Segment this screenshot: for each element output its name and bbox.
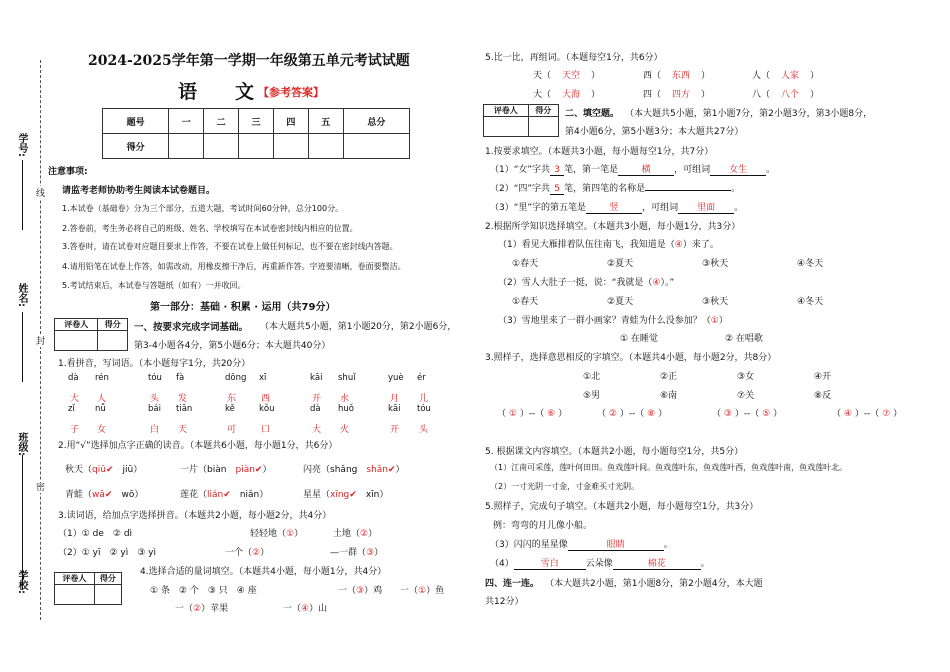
q3-answer: ②	[252, 548, 261, 558]
s3-pair: （ ③ ）--（ ⑤ ）	[712, 409, 783, 419]
q2-word: 秋天	[65, 465, 84, 475]
q4-options: ① 条 ② 个 ③ 只 ④ 座	[150, 586, 257, 596]
check-icon: ✔	[223, 490, 231, 500]
reviewer-cell[interactable]	[55, 585, 95, 605]
s3-answer-a: ③	[723, 409, 732, 419]
check-icon: ✔	[104, 490, 113, 500]
s4-title: 5. 根据课文内容填空。（本题共2小题，每小题每空1分，共5分）	[485, 447, 744, 457]
exam-title: 2024-2025学年第一学期一年级第五单元考试试题	[88, 53, 410, 69]
score-cell[interactable]	[94, 585, 121, 605]
answer-char: 女	[97, 425, 107, 435]
score-cell[interactable]	[169, 134, 204, 159]
notice-lead: 请监考老师协助考生阅读本试卷题目。	[62, 186, 216, 196]
answer-char: 东	[227, 394, 237, 404]
s3-option: ②正	[660, 372, 678, 382]
pinyin-syllable: yuè	[388, 373, 404, 383]
s2-q3: （3）雪地里来了一群小画家？青蛙为什么没参加？（①）	[498, 316, 728, 326]
q2-option-1[interactable]: xīng	[330, 490, 350, 500]
q5-answer: 大海	[562, 90, 581, 100]
s5-line: （4） 雪白 云朵像 棉花 。	[490, 556, 710, 570]
q2-title: 2.用“√”选择加点字正确的读音。（本题共6小题，每小题1分，共6分）	[58, 441, 338, 451]
notice-title: 注意事项:	[48, 167, 88, 177]
check-icon: ✔	[388, 465, 396, 475]
score-cell[interactable]	[239, 134, 274, 159]
name-blank[interactable]	[22, 312, 23, 382]
s2-q1: （1）看见大雁排着队伍往南飞，我知道是（④）来了。	[498, 240, 719, 250]
notice-item: 4.请用铅笔在试卷上作答，如需改动，用橡皮擦干净后，再重新作答。字迹要清晰，卷面要整洁。	[62, 262, 406, 271]
q5-item: 西（ 东西 ）	[643, 68, 710, 81]
q5-title: 5.比一比，再组词。（本题每空1分，共6分）	[485, 53, 663, 63]
q5-char: 八	[752, 90, 762, 100]
q2-word: 闪亮	[303, 465, 322, 475]
q2-word: 青蛙	[65, 490, 84, 500]
s3-answer-b: ⑥	[547, 409, 556, 419]
s1-line: （2）“四”字共 5 笔，第四笔的名称是 。	[490, 184, 741, 194]
answer-char: 大	[70, 394, 80, 404]
q2-option-2[interactable]: xīn	[365, 490, 380, 500]
s3-option: ⑥南	[660, 391, 678, 401]
answer-char: 人	[97, 394, 107, 404]
q5-char: 天	[533, 71, 543, 81]
s3-title: 3.照样子，选择意思相反的字填空。（本题共4小题，每小题2分，共8分）	[485, 353, 777, 363]
reviewer-box	[483, 104, 559, 137]
season-option: ①春天	[512, 297, 539, 307]
score-head-cell: 一	[169, 109, 204, 134]
answer-char: 开	[390, 425, 400, 435]
q2-option-2[interactable]: niǎn	[239, 490, 260, 500]
q2-item: 青蛙（wā✔ wō）	[65, 490, 144, 500]
q4-item: 一（③）鸡	[338, 586, 383, 596]
s2-title: 2.根据所学知识选择填空。（本题共3小题，每小题1分，共3分）	[485, 222, 741, 232]
score-label: 得分	[94, 573, 121, 585]
q4-item: 一（①）鱼	[400, 586, 445, 596]
student-no-blank[interactable]	[22, 160, 23, 230]
s2-q3-option: ② 在唱歌	[725, 334, 763, 344]
s3-pair: （ ② ）--（ ⑧ ）	[597, 409, 668, 419]
answer-char: 开	[312, 394, 322, 404]
pinyin-syllable: zǐ	[68, 404, 75, 414]
s3-option: ④开	[814, 372, 832, 382]
q2-word: 一片	[180, 465, 199, 475]
q3-answer: ②	[360, 529, 369, 539]
s3-answer-b: ⑤	[762, 409, 771, 419]
q5-char: 大	[533, 90, 543, 100]
q5-answer: 天空	[562, 71, 581, 81]
score-cell[interactable]	[343, 134, 409, 159]
reviewer-label: 评卷人	[55, 573, 95, 585]
class-label: 班级:	[16, 432, 27, 456]
q2-option-2[interactable]: shǎn	[366, 465, 388, 475]
q3-answer: ③	[366, 548, 375, 558]
pinyin-syllable: kāi	[310, 373, 323, 383]
subject-title: 语 文	[178, 81, 255, 103]
score-head-cell: 四	[273, 109, 308, 134]
answer-char: 火	[340, 425, 350, 435]
answer-char: 可	[227, 425, 237, 435]
score-row-label: 得分	[103, 134, 169, 159]
q5-item: 八（ 八个 ）	[752, 87, 819, 100]
score-cell[interactable]	[528, 117, 558, 137]
q2-option-2[interactable]: jiū	[122, 465, 134, 475]
notice-item: 3.答卷时，请在试卷对应题目要求上作答，不要在试卷上做任何标记，也不要在密封线内答题。	[62, 242, 398, 251]
pinyin-syllable: kě	[225, 404, 235, 414]
sec2-title: 二、填空题。	[565, 109, 620, 119]
answer-char: 头	[150, 394, 160, 404]
q3-title: 3.读词语，给加点字选择拼音。（本题共2小题，每小题2分，共4分）	[58, 511, 332, 521]
student-no-label: 学号:	[16, 133, 27, 157]
q2-option-1[interactable]: biàn	[207, 465, 227, 475]
pinyin-syllable: fà	[176, 373, 185, 383]
pinyin-syllable: tóu	[417, 404, 431, 414]
school-blank[interactable]	[22, 520, 23, 590]
score-label: 得分	[98, 319, 128, 331]
sec2-desc: （本大题共5小题，第1小题7分，第2小题3分，第3小题8分，	[625, 109, 873, 119]
answer-char: 大	[312, 425, 322, 435]
pinyin-syllable: rén	[95, 373, 109, 383]
school-label: 学校:	[16, 570, 27, 594]
q2-item: 秋天（qiū✔ jiū）	[65, 465, 143, 475]
pinyin-syllable: dōng	[225, 373, 247, 383]
q2-option-2[interactable]: piàn	[235, 465, 255, 475]
answer-char: 天	[178, 425, 188, 435]
score-head-cell: 二	[204, 109, 239, 134]
s5-example: 例：弯弯的月儿像小船。	[493, 521, 593, 531]
pinyin-syllable: bái	[148, 404, 161, 414]
reviewer-label: 评卷人	[55, 319, 98, 331]
answer-char: 头	[419, 425, 429, 435]
reviewer-cell[interactable]	[55, 331, 98, 351]
pinyin-syllable: dà	[68, 373, 79, 383]
q4-item: 一（②）苹果	[175, 604, 229, 614]
q3-answer: ①	[286, 529, 295, 539]
pinyin-syllable: ér	[417, 373, 426, 383]
s3-answer-b: ⑧	[647, 409, 656, 419]
s3-answer-a: ④	[843, 409, 852, 419]
s5-title: 5.照样子，完成句子填空。（本题共2小题，每小题每空1分，共3分）	[485, 502, 759, 512]
check-icon: ✔	[254, 465, 263, 475]
reviewer-cell[interactable]	[484, 117, 529, 137]
q3-options: （1）① de ② dì	[58, 529, 133, 539]
seal-mark-secret: 密	[36, 480, 45, 493]
s3-option: ③女	[737, 372, 755, 382]
q4-title: 4.选择合适的量词填空。（本题共4小题，每小题1分，共4分）	[140, 567, 387, 577]
seal-mark-seal: 封	[36, 334, 45, 347]
q5-item: 人（ 人家 ）	[752, 68, 819, 81]
s4-line: （1）江南可采莲，莲叶何田田。鱼戏莲叶间。鱼戏莲叶东，鱼戏莲叶西，鱼戏莲叶南，鱼戏莲叶北。	[490, 463, 848, 472]
answer-char: 西	[261, 394, 271, 404]
q5-answer: 八个	[781, 90, 800, 100]
q2-item: 一片（biàn piàn✔）	[180, 465, 272, 475]
answer-char: 发	[178, 394, 188, 404]
score-cell[interactable]	[308, 134, 343, 159]
season-option: ①春天	[512, 259, 539, 269]
q2-word: 莲花	[180, 490, 199, 500]
s4-line: （2）一寸光阴一寸金，寸金难买寸光阴。	[490, 482, 640, 491]
s3-option: ⑦关	[737, 391, 755, 401]
reviewer-label: 评卷人	[484, 105, 529, 117]
s1-title: 1.按要求填空。（本题共3小题，每小题每空1分，共7分）	[485, 147, 714, 157]
sec1-desc: 第3-4小题各4分，第5小题6分；本大题共40分）	[134, 341, 331, 351]
q4-item: 一（④）山	[283, 604, 328, 614]
q2-item: 闪亮（shǎng shǎn✔）	[303, 465, 405, 475]
score-cell[interactable]	[98, 331, 128, 351]
q5-item: 天（ 天空 ）	[533, 68, 600, 81]
s1-line: （3）“里”字的第五笔是 竖 ，可组词 里面 。	[490, 200, 743, 214]
sec1-title: 一、按要求完成字词基础。	[134, 322, 249, 333]
q5-char: 四	[643, 90, 653, 100]
pinyin-syllable: tóu	[148, 373, 162, 383]
s1-line: （1）“女”字共 3 笔，第一笔是 横 ，可组词 女生 。	[490, 162, 775, 176]
season-option: ②夏天	[607, 297, 634, 307]
s3-answer-b: ⑦	[882, 409, 891, 419]
s3-pair: （ ① ）--（ ⑥ ）	[497, 409, 568, 419]
notice-item: 1.本试卷（基础卷）分为三个部分，五道大题，考试时间60分钟，总分100分。	[62, 204, 344, 213]
answer-tag: 【参考答案】	[258, 86, 324, 99]
s3-option: ⑧反	[814, 391, 832, 401]
q3-item: —一群（③）	[330, 548, 384, 558]
answer-char: 儿	[419, 394, 429, 404]
q2-option-1[interactable]: shǎng	[330, 465, 358, 475]
season-option: ③秋天	[702, 297, 729, 307]
name-label: 姓名:	[16, 283, 27, 307]
score-head-cell: 五	[308, 109, 343, 134]
sec4-desc: （本大题共2小题，第1小题8分，第2小题4分，本大题	[545, 579, 763, 589]
season-option: ②夏天	[607, 259, 634, 269]
q2-item: 星星（xīng✔ xīn）	[303, 490, 389, 500]
q3-item: 轻轻地（①）	[250, 529, 304, 539]
q3-options: （2）① yī ② yì ③ yì	[58, 548, 156, 558]
q3-item: 土地（②）	[333, 529, 378, 539]
s3-answer-a: ②	[608, 409, 617, 419]
score-head-cell: 三	[239, 109, 274, 134]
sec4-title: 四、连一连。	[485, 579, 540, 589]
season-option: ④冬天	[797, 297, 824, 307]
pinyin-syllable: dà	[310, 404, 321, 414]
pinyin-syllable: huǒ	[338, 404, 354, 414]
score-table	[102, 108, 410, 159]
score-cell[interactable]	[273, 134, 308, 159]
q2-option-1[interactable]: qiū	[92, 465, 106, 475]
q5-answer: 东西	[672, 71, 691, 81]
pinyin-syllable: nǚ	[95, 404, 106, 414]
answer-char: 白	[150, 425, 160, 435]
q5-item: 大（ 大海 ）	[533, 87, 600, 100]
q2-option-1[interactable]: lián	[207, 490, 224, 500]
answer-char: 口	[261, 425, 271, 435]
pinyin-syllable: tiān	[176, 404, 193, 414]
reviewer-box	[54, 572, 122, 605]
s3-pair: （ ④ ）--（ ⑦ ）	[832, 409, 903, 419]
class-blank[interactable]	[22, 455, 23, 525]
season-option: ③秋天	[702, 259, 729, 269]
s5-line: （3）闪闪的星星像 眼睛 。	[490, 537, 673, 551]
q3-item: 一个（②）	[225, 548, 270, 558]
answer-char: 子	[70, 425, 80, 435]
q5-answer: 四方	[672, 90, 691, 100]
pinyin-syllable: xī	[259, 373, 267, 383]
q1-title: 1.看拼音，写词语。（本小题每字1分，共20分）	[58, 359, 251, 369]
sec2-desc: 第4小题6分，第5小题3分；本大题共27分）	[565, 127, 744, 137]
answer-char: 月	[390, 394, 400, 404]
pinyin-syllable: kǒu	[259, 404, 275, 414]
pinyin-syllable: kāi	[388, 404, 401, 414]
sec4-desc: 共12分）	[485, 597, 524, 607]
q2-word: 星星	[303, 490, 322, 500]
q5-item: 四（ 四方 ）	[643, 87, 710, 100]
q5-answer: 人家	[781, 71, 800, 81]
s3-option: ⑤男	[583, 391, 601, 401]
part1-title: 第一部分：基础 · 积累 · 运用（共79分）	[150, 302, 336, 313]
answer-char: 水	[340, 394, 350, 404]
seal-mark-line: 线	[36, 186, 45, 199]
check-icon: ✔	[349, 490, 357, 500]
score-head-cell: 题号	[103, 109, 169, 134]
q2-option-1[interactable]: wā	[92, 490, 105, 500]
reviewer-box	[54, 318, 128, 351]
score-head-cell: 总分	[343, 109, 409, 134]
s2-q2: （2）雪人大肚子一挺，说：“我就是（④）。”	[498, 278, 675, 288]
check-icon: ✔	[105, 465, 114, 475]
notice-item: 2.答卷前，考生务必将自己的班级、姓名、学校填写在本试卷密封线内相应的位置。	[62, 224, 358, 233]
s3-answer-a: ①	[508, 409, 517, 419]
score-label: 得分	[528, 105, 558, 117]
season-option: ④冬天	[797, 259, 824, 269]
s3-option: ①北	[583, 372, 601, 382]
q2-option-2[interactable]: wō	[121, 490, 135, 500]
s2-q3-option: ① 在睡觉	[620, 334, 658, 344]
notice-item: 5.考试结束后，本试卷与答题纸（如有）一并收回。	[62, 281, 246, 290]
q5-char: 西	[643, 71, 653, 81]
pinyin-syllable: shuǐ	[338, 373, 356, 383]
sec1-desc: （本大题共5小题，第1小题20分，第2小题6分，	[260, 322, 457, 332]
score-cell[interactable]	[204, 134, 239, 159]
q5-char: 人	[752, 71, 762, 81]
q2-item: 莲花（lián✔ niǎn）	[180, 490, 269, 500]
